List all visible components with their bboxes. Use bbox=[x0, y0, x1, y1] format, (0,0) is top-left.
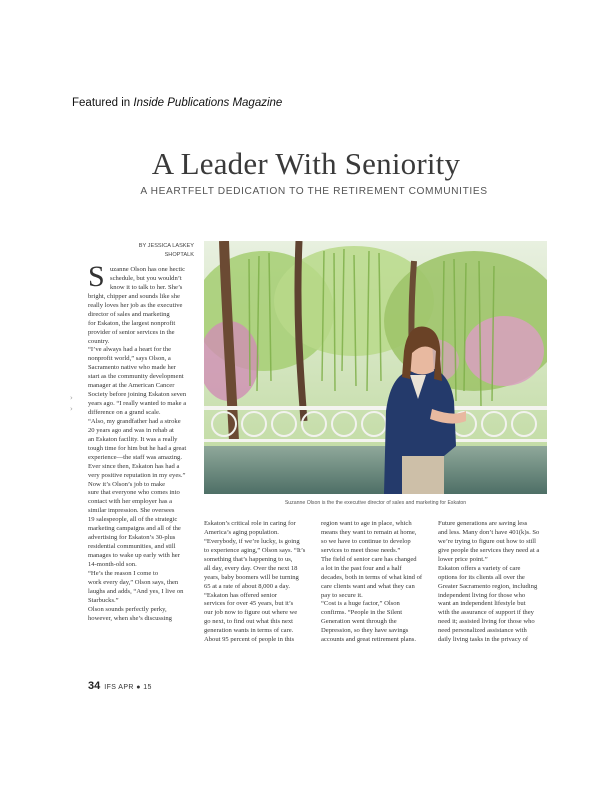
article-line: so we have to continue to develop bbox=[321, 537, 411, 545]
article-line: go next, to find out what this next bbox=[204, 618, 294, 626]
article-line: sure that everyone who comes into bbox=[88, 489, 180, 497]
article-line: services to meet those needs.” bbox=[321, 546, 401, 554]
article-line: experience—the staff was amazing. bbox=[88, 453, 182, 461]
article-line: start as the community development bbox=[88, 373, 184, 381]
article-line: Ever since then, Eskaton has had a bbox=[88, 462, 180, 470]
article-line: services for over 45 years, but it’s bbox=[204, 600, 294, 608]
article-line: pay to secure it. bbox=[321, 591, 363, 599]
article-line: all day, every day. Over the next 18 bbox=[204, 564, 298, 572]
byline-section: SHOPTALK bbox=[164, 251, 194, 258]
featured-banner bbox=[72, 97, 282, 109]
article-line: years, baby boomers will be turning bbox=[204, 573, 299, 581]
article-line: director of sales and marketing bbox=[88, 310, 170, 318]
article-line: Greater Sacramento region, including bbox=[438, 582, 538, 590]
article-line: our job now to figure out where we bbox=[204, 609, 298, 617]
article-line: bright, chipper and sounds like she bbox=[88, 292, 180, 300]
article-line: Now it’s Olson’s job to make bbox=[88, 480, 166, 488]
article-line: 65 at a rate of about 8,000 a day. bbox=[204, 582, 290, 590]
article-line: 20 years ago and was in rehab at bbox=[88, 426, 174, 434]
article-line: marketing campaigns and all of the bbox=[88, 525, 181, 533]
article-line: Eskaton’s critical role in caring for bbox=[204, 520, 296, 527]
article-line: to experience aging,” Olson says. “It’s bbox=[204, 546, 306, 554]
article-line: 19 salespeople, all of the strategic bbox=[88, 516, 178, 524]
article-line: similar impression. She oversees bbox=[88, 507, 175, 515]
article-line: Starbucks.” bbox=[88, 596, 119, 604]
article-line: “He’s the reason I come to bbox=[88, 569, 159, 577]
article-line: we’re trying to figure out how to still bbox=[438, 537, 536, 545]
article-line: “Also, my grandfather had a stroke bbox=[88, 417, 181, 425]
article-line: lower price point.” bbox=[438, 555, 488, 563]
article-line: very positive reputation in my eyes.” bbox=[88, 471, 186, 479]
article-line: accounts and great retirement plans. bbox=[321, 636, 417, 644]
article-column-1 bbox=[88, 260, 204, 624]
article-line: work every day,” Olson says, then bbox=[88, 578, 179, 586]
article-line: manages to wake up early with her bbox=[88, 552, 180, 559]
article-line: The field of senior care has changed bbox=[321, 555, 417, 563]
article-line: years ago. “I really wanted to make a bbox=[88, 400, 187, 408]
article-line: Depression, so they have savings bbox=[321, 627, 409, 635]
article-line: difference on a grand scale. bbox=[88, 409, 161, 416]
article-line: generation wants in terms of care. bbox=[204, 627, 294, 635]
article-line: daily living tasks in the privacy of bbox=[438, 636, 529, 644]
article-subhead: A HEARTFELT DEDICATION TO THE RETIREMENT COMMUNITIES bbox=[140, 186, 488, 197]
article-line: uzanne Olson has one hectic bbox=[110, 266, 186, 273]
article-line: really loves her job as the executive bbox=[88, 301, 183, 309]
article-line: options for its clients all over the bbox=[438, 573, 525, 581]
article-line: 14-month-old son. bbox=[88, 560, 137, 568]
article-line: provider of senior services in the bbox=[88, 328, 175, 336]
article-line: country. bbox=[88, 337, 110, 345]
margin-chevron-icon: › bbox=[70, 394, 73, 402]
byline-author: BY JESSICA LASKEY bbox=[138, 243, 194, 249]
article-line: advertising for Eskaton’s 30-plus bbox=[88, 534, 176, 542]
page-folio bbox=[88, 676, 152, 694]
margin-chevron-icon: › bbox=[70, 405, 73, 413]
article-column-3 bbox=[321, 520, 433, 645]
article-line: schedule, but you wouldn’t bbox=[110, 274, 182, 282]
article-line: with the assurance of support if they bbox=[438, 609, 534, 617]
article-line: About 95 percent of people in this bbox=[204, 636, 295, 644]
article-line: region want to age in place, which bbox=[321, 520, 412, 527]
article-line: however, when she’s discussing bbox=[88, 614, 172, 622]
article-line: Olson sounds perfectly perky, bbox=[88, 605, 167, 613]
article-line: want an independent lifestyle but bbox=[438, 600, 526, 608]
article-line: decades, both in terms of what kind of bbox=[321, 573, 423, 581]
article-line: “Cost is a huge factor,” Olson bbox=[321, 600, 400, 608]
article-line: “I’ve always had a heart for the bbox=[88, 346, 172, 354]
article-line: give people the services they need at a bbox=[438, 546, 540, 554]
article-line: a lot in the past four and a half bbox=[321, 564, 402, 572]
article-line: contact with her employer has a bbox=[88, 498, 173, 506]
article-line: know it to talk to her. She’s bbox=[110, 283, 183, 291]
article-line: something that’s happening to us, bbox=[204, 555, 293, 563]
article-line: Society before joining Eskaton seven bbox=[88, 391, 187, 399]
byline bbox=[100, 242, 194, 259]
article-line: Future generations are saving less bbox=[438, 520, 528, 527]
article-photo bbox=[204, 241, 547, 494]
folio-magazine-date: IFS APR ● 15 bbox=[104, 684, 152, 691]
drop-cap: S bbox=[88, 260, 105, 293]
article-line: an Eskaton facility. It was a really bbox=[88, 435, 178, 443]
photo-caption: Suzanne Olson is the the executive director of sales and marketing for Eskaton bbox=[284, 500, 467, 506]
article-line: “Everybody, if we’re lucky, is going bbox=[204, 537, 300, 545]
article-line: means they want to remain at home, bbox=[321, 528, 417, 536]
article-headline: A Leader With Seniority bbox=[151, 146, 461, 181]
article-column-4 bbox=[438, 520, 550, 645]
featured-prefix: Featured in bbox=[72, 97, 134, 109]
article-line: nonprofit world,” says Olson, a bbox=[88, 355, 171, 363]
article-line: independent living for those who bbox=[438, 591, 526, 599]
article-line: “Eskaton has offered senior bbox=[204, 591, 277, 599]
article-column-2 bbox=[204, 520, 316, 645]
article-line: Generation went through the bbox=[321, 618, 397, 626]
article-line: Eskaton offers a variety of care bbox=[438, 564, 521, 572]
portrait-photo-illustration bbox=[204, 241, 547, 494]
article-line: manager at the American Cancer bbox=[88, 382, 175, 390]
article-line: need personalized assistance with bbox=[438, 627, 527, 635]
article-line: and less. Many don’t have 401(k)s. So bbox=[438, 528, 540, 536]
article-line: laughs and adds, “And yes, I live on bbox=[88, 587, 184, 595]
article-line: need it; assisted living for those who bbox=[438, 618, 535, 626]
article-line: care clients want and what they can bbox=[321, 582, 415, 590]
article-line: tough time for him but he had a great bbox=[88, 444, 187, 452]
article-line: confirms. “People in the Silent bbox=[321, 609, 403, 617]
page-number: 34 bbox=[88, 680, 101, 692]
article-line: residential communities, and still bbox=[88, 543, 176, 551]
article-line: America’s aging population. bbox=[204, 528, 279, 536]
article-line: Sacramento native who made her bbox=[88, 364, 176, 372]
article-line: for Eskaton, the largest nonprofit bbox=[88, 319, 176, 327]
publication-name: Inside Publications Magazine bbox=[133, 97, 283, 109]
